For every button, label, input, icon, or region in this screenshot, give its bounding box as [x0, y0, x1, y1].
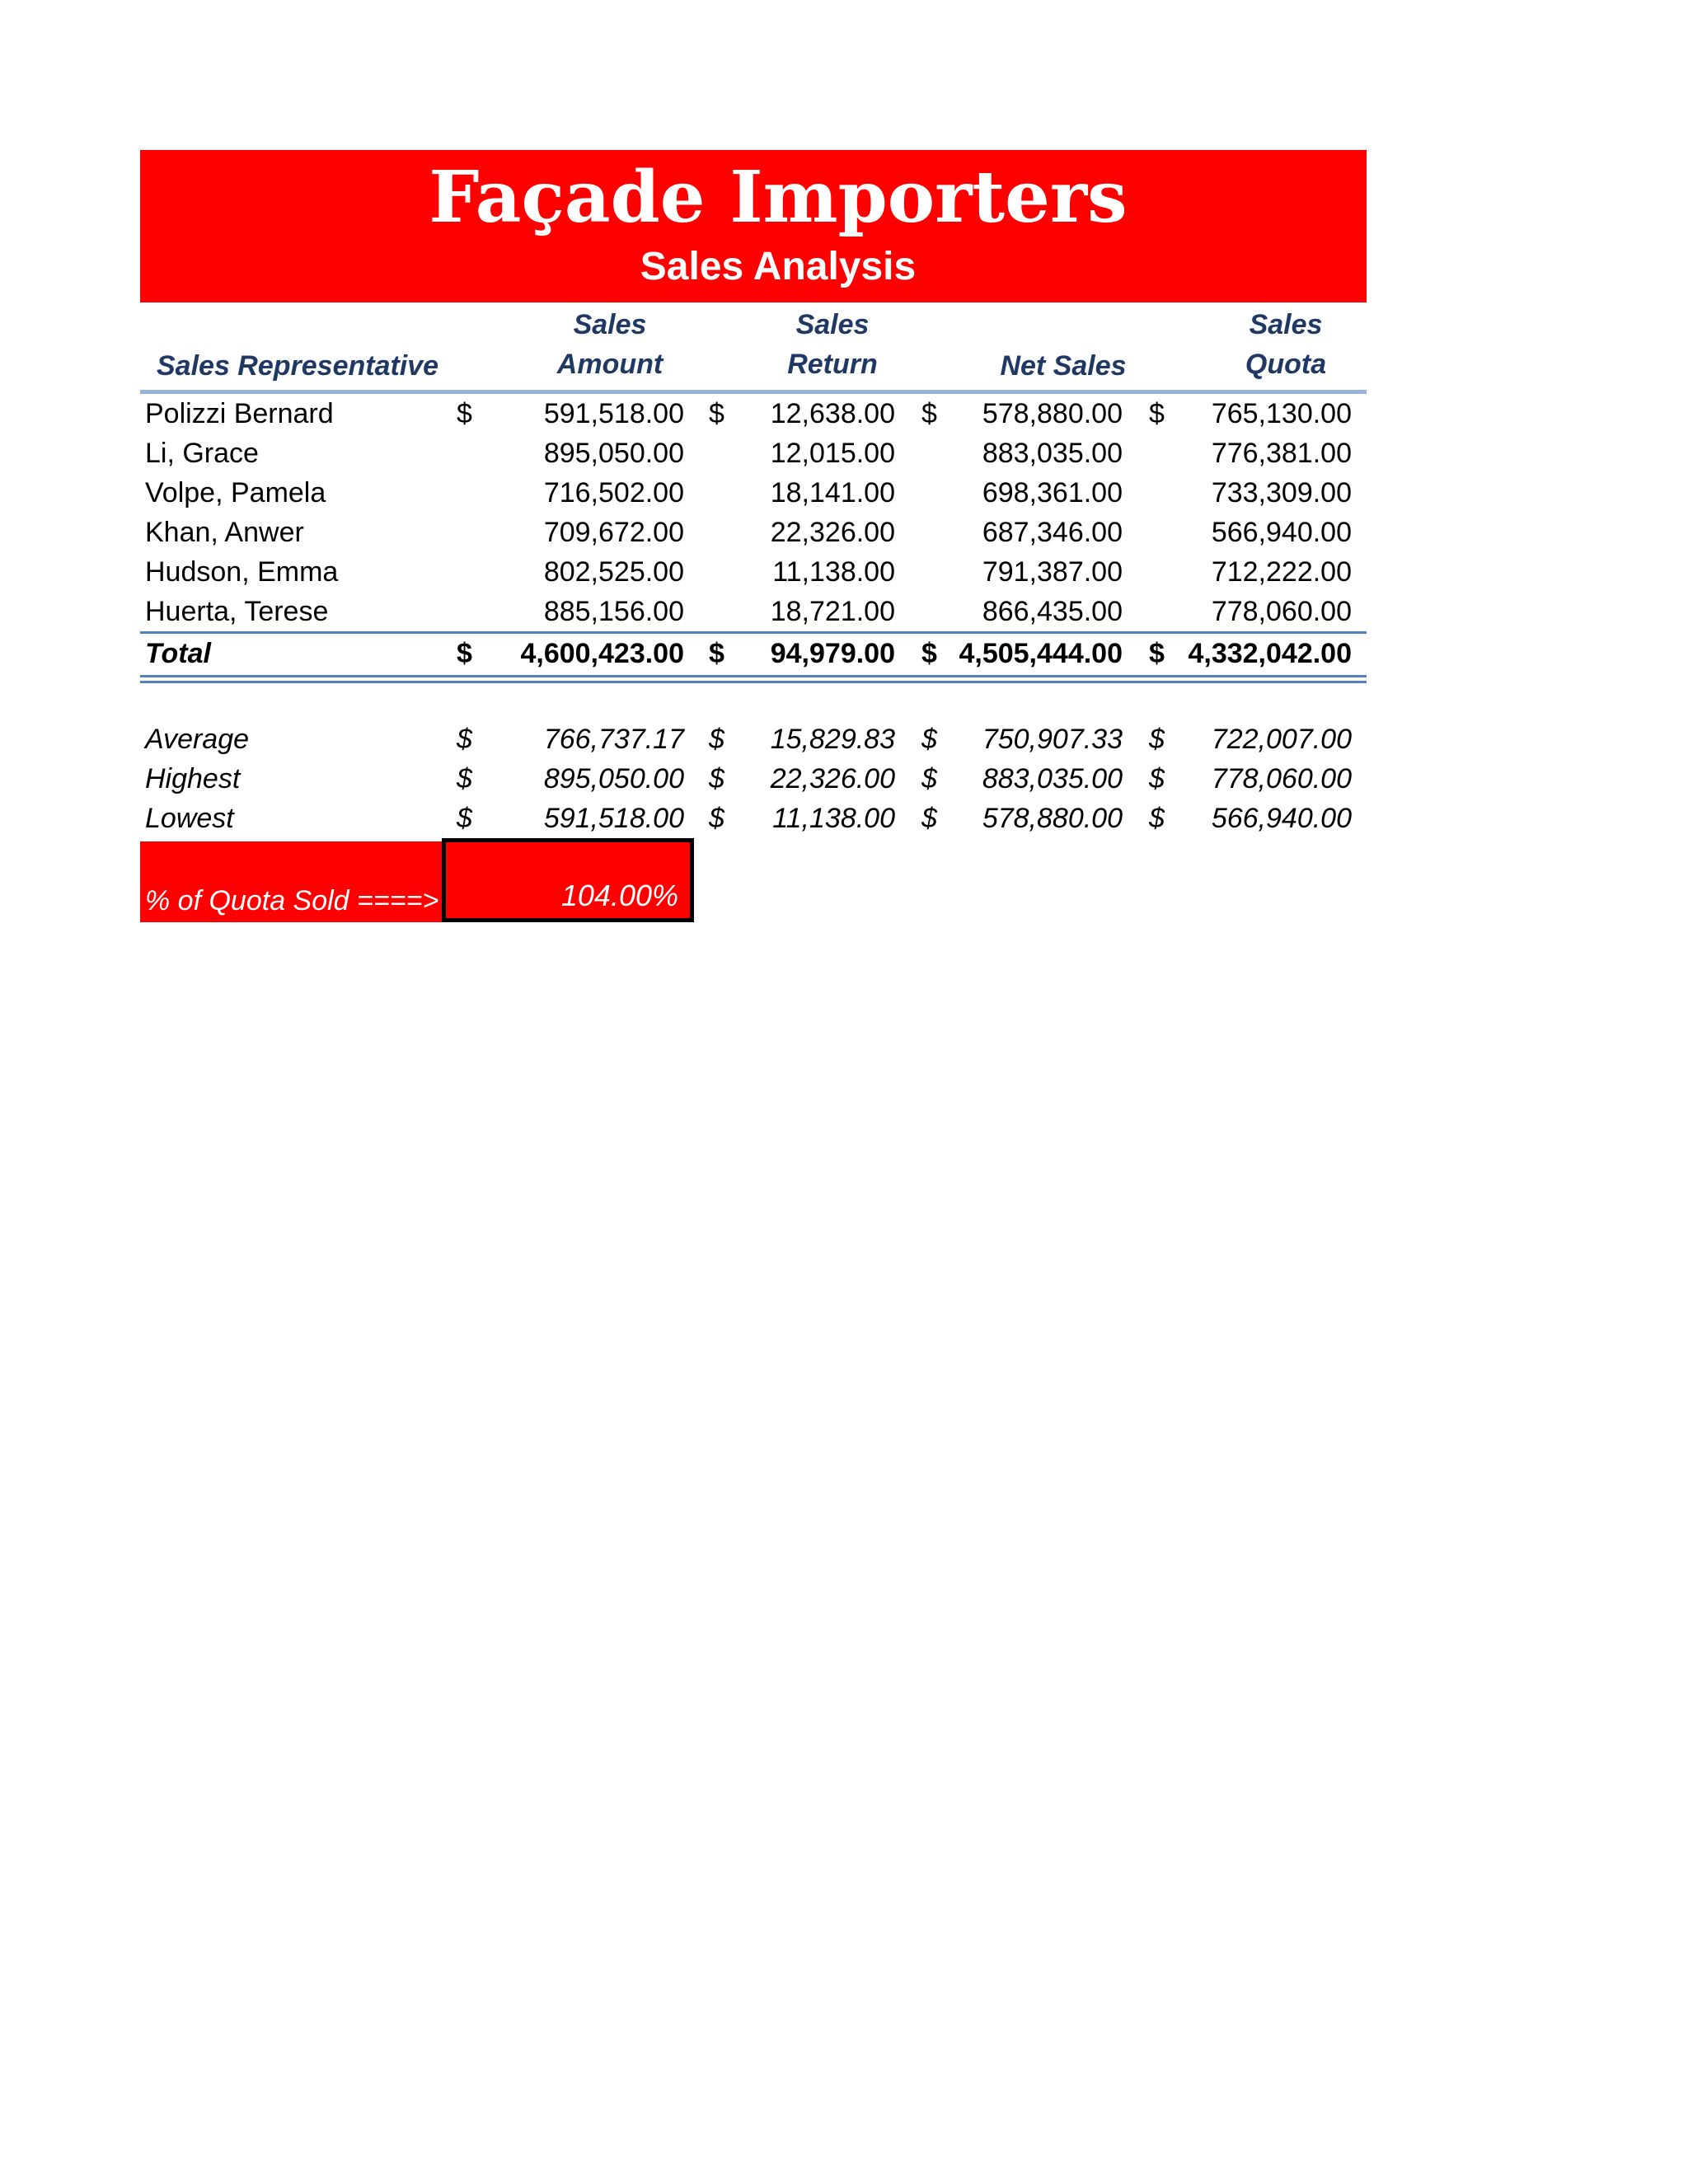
currency-symbol: $ — [709, 724, 724, 755]
total-label: Total — [145, 638, 211, 669]
stat-net-sales: 883,035.00 — [982, 763, 1123, 794]
currency-symbol: $ — [457, 803, 472, 834]
sales-amount: 716,502.00 — [543, 477, 684, 509]
net-sales: 791,387.00 — [982, 556, 1123, 588]
col-header-amount-line2: Amount — [556, 349, 663, 380]
currency-symbol: $ — [921, 763, 937, 794]
sales-return: 22,326.00 — [770, 517, 895, 548]
stat-sales-return: 15,829.83 — [770, 724, 895, 755]
sales-amount: 591,518.00 — [543, 398, 684, 429]
col-header-return-line1: Sales — [795, 309, 870, 340]
sales-amount: 802,525.00 — [543, 556, 684, 588]
sales-quota: 765,130.00 — [1211, 398, 1352, 429]
stat-label: Lowest — [145, 803, 234, 834]
currency-symbol: $ — [457, 638, 472, 669]
sales-quota: 776,381.00 — [1211, 438, 1352, 469]
net-sales: 578,880.00 — [982, 398, 1123, 429]
currency-symbol: $ — [921, 638, 937, 669]
sales-amount: 895,050.00 — [543, 438, 684, 469]
currency-symbol: $ — [1149, 803, 1165, 834]
sales-quota: 778,060.00 — [1211, 596, 1352, 627]
col-header-quota-line2: Quota — [1245, 349, 1327, 380]
currency-symbol: $ — [1149, 724, 1165, 755]
stat-sales-quota: 778,060.00 — [1211, 763, 1352, 794]
stat-net-sales: 578,880.00 — [982, 803, 1123, 834]
sales-return: 12,015.00 — [770, 438, 895, 469]
sales-return: 12,638.00 — [770, 398, 895, 429]
rep-name: Hudson, Emma — [145, 556, 339, 588]
sales-amount: 885,156.00 — [543, 596, 684, 627]
rep-name: Huerta, Terese — [145, 596, 329, 627]
net-sales: 866,435.00 — [982, 596, 1123, 627]
currency-symbol: $ — [709, 803, 724, 834]
stat-sales-quota: 722,007.00 — [1211, 724, 1352, 755]
total-net-sales: 4,505,444.00 — [959, 638, 1123, 669]
col-header-return-line2: Return — [787, 349, 878, 380]
sales-amount: 709,672.00 — [543, 517, 684, 548]
rep-name: Polizzi Bernard — [145, 398, 334, 429]
currency-symbol: $ — [921, 724, 937, 755]
column-headers — [140, 302, 1367, 394]
stat-sales-amount: 591,518.00 — [543, 803, 684, 834]
table-row — [140, 473, 1367, 513]
col-header-quota-line1: Sales — [1249, 309, 1323, 340]
table-row — [140, 552, 1367, 592]
quota-sold-value-cell[interactable] — [442, 838, 694, 922]
currency-symbol: $ — [1149, 638, 1165, 669]
sales-quota: 566,940.00 — [1211, 517, 1352, 548]
worksheet — [140, 150, 1367, 922]
company-title: Façade Importers — [429, 156, 1128, 239]
stat-label: Average — [145, 724, 250, 755]
rep-name: Volpe, Pamela — [145, 477, 326, 509]
net-sales: 698,361.00 — [982, 477, 1123, 509]
stats-row-average — [140, 719, 1367, 759]
currency-symbol: $ — [457, 398, 472, 429]
col-header-net: Net Sales — [1000, 350, 1127, 382]
currency-symbol: $ — [709, 398, 724, 429]
stats-row-highest — [140, 759, 1367, 799]
stats-row-lowest — [140, 799, 1367, 838]
sales-return: 18,721.00 — [770, 596, 895, 627]
col-header-rep: Sales Representative — [157, 350, 439, 382]
net-sales: 687,346.00 — [982, 517, 1123, 548]
stat-sales-amount: 895,050.00 — [543, 763, 684, 794]
title-banner — [140, 150, 1367, 302]
sales-quota: 733,309.00 — [1211, 477, 1352, 509]
stat-sales-amount: 766,737.17 — [543, 724, 684, 755]
currency-symbol: $ — [921, 803, 937, 834]
currency-symbol: $ — [457, 763, 472, 794]
currency-symbol: $ — [1149, 398, 1165, 429]
sales-return: 11,138.00 — [772, 556, 895, 588]
stat-sales-return: 11,138.00 — [772, 803, 895, 834]
quota-sold-block — [140, 841, 1367, 922]
table-row — [140, 434, 1367, 473]
sales-quota: 712,222.00 — [1211, 556, 1352, 588]
report-subtitle: Sales Analysis — [640, 245, 917, 288]
stat-sales-return: 22,326.00 — [770, 763, 895, 794]
currency-symbol: $ — [457, 724, 472, 755]
quota-sold-label-cell — [140, 841, 443, 922]
stat-label: Highest — [145, 763, 241, 794]
total-row — [140, 631, 1367, 672]
total-sales-quota: 4,332,042.00 — [1188, 638, 1352, 669]
rep-name: Li, Grace — [145, 438, 259, 469]
total-sales-amount: 4,600,423.00 — [520, 638, 684, 669]
rep-name: Khan, Anwer — [145, 517, 304, 548]
total-sales-return: 94,979.00 — [770, 638, 895, 669]
stat-sales-quota: 566,940.00 — [1211, 803, 1352, 834]
stat-net-sales: 750,907.33 — [982, 724, 1123, 755]
col-header-amount-line1: Sales — [573, 309, 647, 340]
quota-sold-label: % of Quota Sold ====> — [145, 885, 439, 916]
currency-symbol: $ — [709, 763, 724, 794]
total-double-rule — [140, 675, 1367, 677]
net-sales: 883,035.00 — [982, 438, 1123, 469]
sales-return: 18,141.00 — [770, 477, 895, 509]
table-row — [140, 394, 1367, 434]
quota-sold-value: 104.00% — [560, 879, 678, 912]
table-row — [140, 592, 1367, 631]
table-row — [140, 513, 1367, 552]
currency-symbol: $ — [921, 398, 937, 429]
currency-symbol: $ — [1149, 763, 1165, 794]
currency-symbol: $ — [709, 638, 724, 669]
